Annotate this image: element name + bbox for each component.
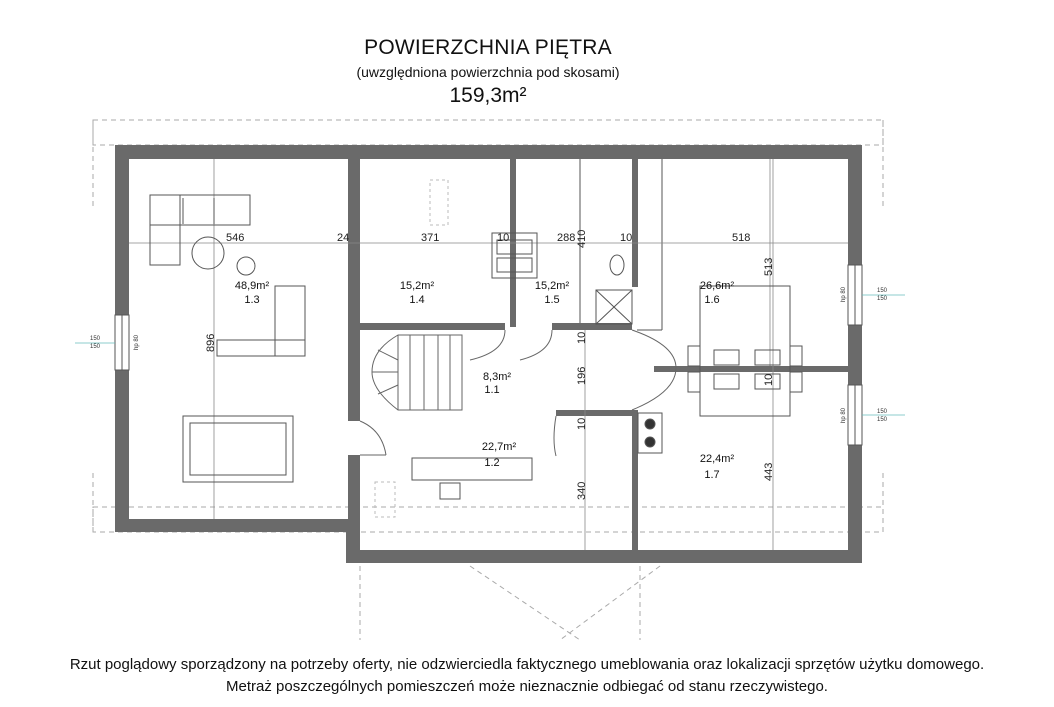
room-number: 1.4	[409, 294, 425, 306]
room-number: 1.3	[244, 294, 260, 306]
dimension-lines	[129, 159, 848, 550]
window-mark: 150	[877, 288, 888, 294]
dim-10-a: 10	[497, 232, 510, 244]
window-mark: 150	[877, 296, 888, 302]
room-area: 15,2m²	[534, 280, 570, 292]
dim-513: 513	[763, 257, 775, 276]
room-number: 1.5	[544, 294, 560, 306]
disclaimer-line-1: Rzut poglądowy sporządzony na potrzeby oferty, nie odzwierciedla faktycznego umeblowania oraz lokalizacji sprzętów użytku domowego.	[69, 656, 985, 673]
disclaimer-line-2: Metraż poszczególnych pomieszczeń może nieznacznie odbiegać od stanu rzeczywistego.	[226, 678, 828, 695]
furniture	[150, 180, 802, 517]
dim-10-e: 10	[576, 417, 588, 430]
total-area: 159,3m²	[449, 84, 527, 107]
dim-546: 546	[226, 232, 245, 244]
window-mark: 150	[877, 409, 888, 415]
dim-10-d: 10	[763, 373, 775, 386]
window-mark: hp 80	[841, 286, 847, 302]
dim-24: 24	[337, 232, 350, 244]
window-mark: hp 80	[134, 334, 140, 350]
dim-196: 196	[576, 366, 588, 385]
dim-10-c: 10	[576, 331, 588, 344]
dim-10-b: 10	[620, 232, 633, 244]
dim-518: 518	[732, 232, 751, 244]
window-mark: 150	[90, 344, 101, 350]
plan-title: POWIERZCHNIA PIĘTRA	[364, 36, 612, 59]
interior-thin-lines	[580, 159, 662, 330]
dim-371: 371	[421, 232, 440, 244]
room-area: 22,4m²	[699, 453, 735, 465]
room-labels	[235, 280, 735, 481]
room-number: 1.6	[704, 294, 720, 306]
window-mark: 150	[877, 417, 888, 423]
room-number: 1.2	[484, 457, 500, 469]
room-area: 15,2m²	[399, 280, 435, 292]
dim-410: 410	[576, 229, 588, 248]
doors	[360, 330, 676, 456]
room-area: 8,3m²	[482, 371, 512, 383]
room-area: 22,7m²	[481, 441, 517, 453]
dim-896: 896	[205, 333, 217, 352]
window-mark: hp 80	[841, 407, 847, 423]
dim-443: 443	[763, 462, 775, 481]
dim-340: 340	[576, 481, 588, 500]
plan-subtitle: (uwzględniona powierzchnia pod skosami)	[356, 64, 620, 80]
dim-288: 288	[557, 232, 576, 244]
room-number: 1.1	[484, 384, 500, 396]
window-mark: 150	[90, 336, 101, 342]
window-marks	[90, 286, 888, 423]
room-area: 48,9m²	[234, 280, 270, 292]
room-area: 26,6m²	[699, 280, 735, 292]
room-number: 1.7	[704, 469, 720, 481]
staircase	[372, 335, 462, 410]
